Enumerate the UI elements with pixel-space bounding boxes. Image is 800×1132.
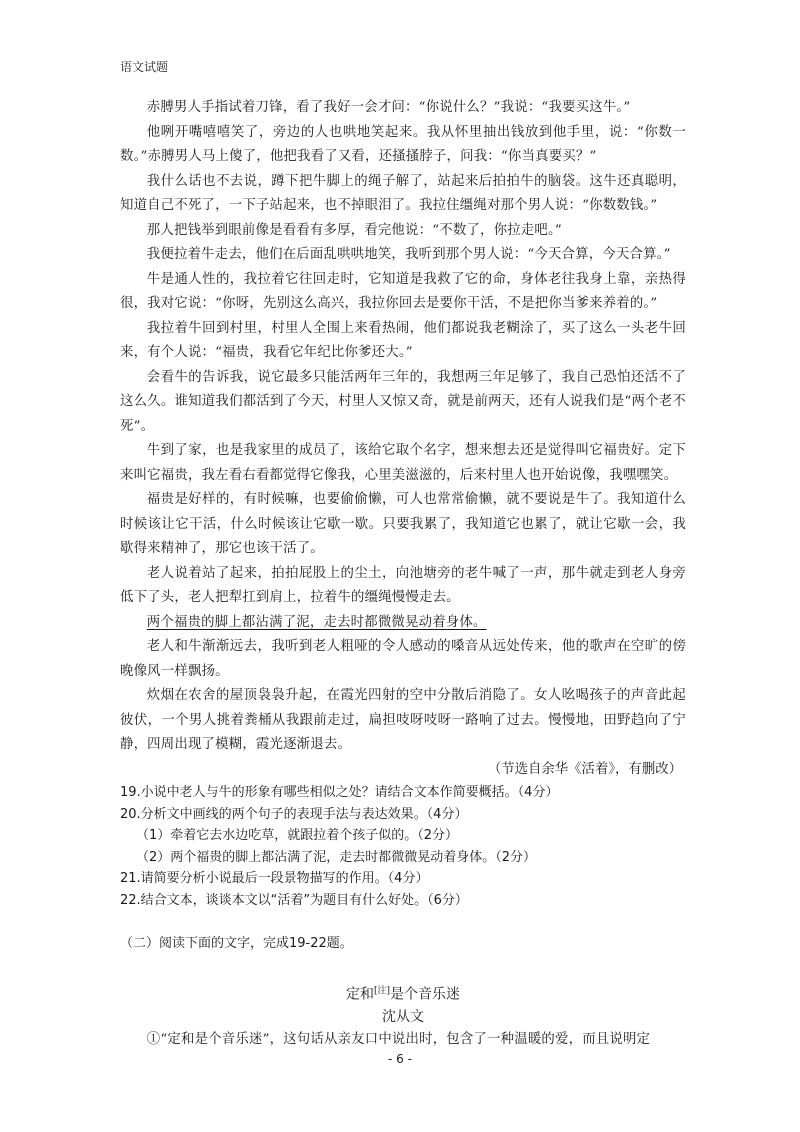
article-title-main: 定和 — [345, 986, 374, 1003]
paragraph-6: 牛是通人性的，我拉着它往回走时，它知道是我救了它的命，身体老往我身上靠，亲热得很，我对它说：“你呀，先别这么高兴，我拉你回去是要你干活，不是把你当爹来养着的。” — [120, 271, 686, 311]
question-20: 20.分析文中画线的两个句子的表现手法与表达效果。（4分） — [120, 806, 468, 822]
source-citation: （节选自余华《活着》，有删改） — [487, 761, 682, 777]
article-first-paragraph: ①“定和是个音乐迷”，这句话从亲友口中说出时，包含了一种温暖的爱，而且说明定 — [146, 1031, 651, 1047]
article-author: 沈从文 — [382, 1008, 424, 1025]
paragraph-13: 老人和牛渐渐远去，我听到老人粗哑的令人感动的嗓音从远处传来，他的歌声在空旷的傍晚像风一样飘扬。 — [120, 639, 686, 679]
paragraph-14: 炊烟在农舍的屋顶袅袅升起，在霞光四射的空中分散后消隐了。女人吆喝孩子的声音此起彼伏，一个男人挑着粪桶从我跟前走过，扁担吱呀吱呀一路响了过去。慢慢地，田野趋向了宁静，四周出现了模糊，霞光逐渐退去。 — [120, 688, 686, 752]
page-content — [120, 96, 686, 1052]
paragraph-10: 福贵是好样的，有时候嘛，也要偷偷懒，可人也常常偷懒，就不要说是牛了。我知道什么时候该让它干活，什么时候该让它歇一歇。只要我累了，我知道它也累了，就让它歇一会，我歇得来精神了，那它也该干活了。 — [120, 492, 686, 556]
page-number: - 6 - — [388, 1052, 412, 1066]
paragraph-11: 老人说着站了起来，拍拍屁股上的尘土，向池塘旁的老牛喊了一声，那牛就走到老人身旁低下了头，老人把犁扛到肩上，拉着牛的缰绳慢慢走去。 — [120, 565, 686, 605]
underlined-sentence-text: 两个福贵的脚上都沾满了泥，走去时都微微晃动着身体。 — [146, 614, 487, 630]
paragraph-4: 那人把钱举到眼前像是看看有多厚，看完他说：“不数了，你拉走吧。” — [146, 222, 562, 238]
underlined-sentence — [120, 611, 686, 636]
paragraph-9: 牛到了家，也是我家里的成员了，该给它取个名字，想来想去还是觉得叫它福贵好。定下来叫它福贵，我左看右看都觉得它像我，心里美滋滋的，后来村里人也开始说像，我嘿嘿笑。 — [120, 443, 686, 483]
article-title-note: [注] — [373, 986, 391, 996]
paragraph-7: 我拉着牛回到村里，村里人全围上来看热闹，他们都说我老糊涂了，买了这么一头老牛回来，有个人说：“福贵，我看它年纪比你爹还大。” — [120, 320, 686, 360]
article-title-rest: 是个音乐迷 — [390, 986, 461, 1003]
section-2-heading: （二）阅读下面的文字，完成19-22题。 — [120, 936, 353, 951]
paragraph-8: 会看牛的告诉我，说它最多只能活两年三年的，我想两三年足够了，我自己恐怕还活不了这么久。谁知道我们都活到了今天，村里人又惊又奇，就是前两天，还有人说我们是“两个老不死”。 — [120, 369, 686, 434]
question-22: 22.结合文本，谈谈本文以“活着”为题目有什么好处。（6分） — [120, 892, 468, 908]
page-header: 语文试题 — [120, 60, 169, 74]
paragraph-5: 我便拉着牛走去，他们在后面乱哄哄地笑，我听到那个男人说：“今天合算，今天合算。” — [146, 247, 671, 262]
article-title — [120, 980, 686, 1006]
question-20-sub-1: （1）牵着它去水边吃草，就跟拉着个孩子似的。（2分） — [136, 828, 459, 843]
paragraph-2: 他咧开嘴嘻嘻笑了，旁边的人也哄地笑起来。我从怀里抽出钱放到他手里，说：“你数一数。”赤膊男人马上傻了，他把我看了又看，还搔搔脖子，问我：“你当真要买？” — [120, 124, 686, 164]
question-20-sub-2: （2）两个福贵的脚上都沾满了泥，走去时都微微晃动着身体。（2分） — [136, 849, 537, 865]
paragraph-3: 我什么话也不去说，蹲下把牛脚上的绳子解了，站起来后拍拍牛的脑袋。这牛还真聪明，知道自己不死了，一下子站起来，也不掉眼泪了。我拉住缰绳对那个男人说：“你数数钱。” — [120, 173, 686, 213]
question-21: 21.请简要分析小说最后一段景物描写的作用。（4分） — [120, 871, 429, 886]
paragraph-1: 赤膊男人手指试着刀锋，看了我好一会才问：“你说什么？”我说：“我要买这牛。” — [146, 100, 631, 115]
question-19: 19.小说中老人与牛的形象有哪些相似之处？请结合文本作简要概括。（4分） — [120, 785, 559, 800]
